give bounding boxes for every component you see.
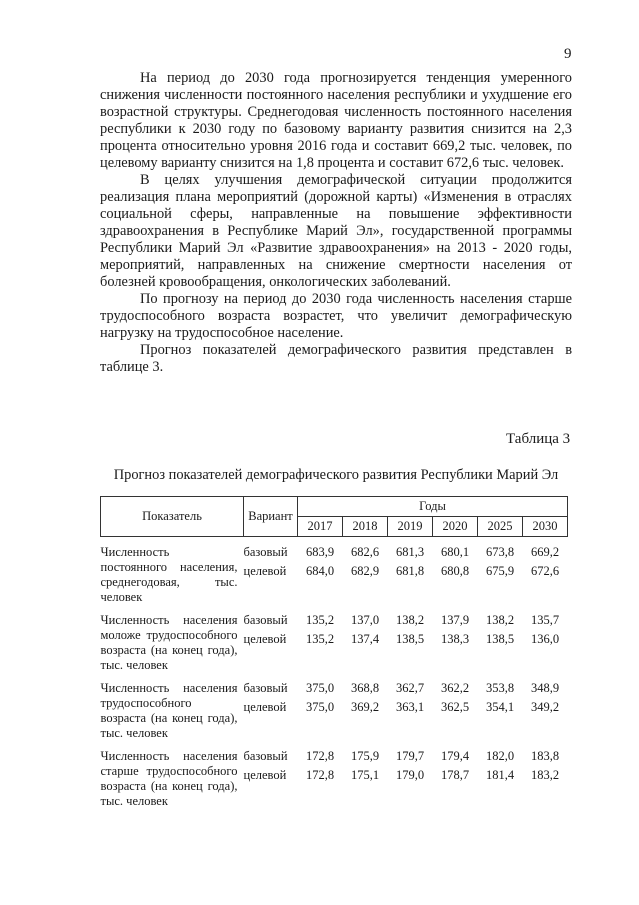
header-variant: Вариант [244,497,298,537]
variant-cell: базовый целевой [243,681,288,714]
table-title: Прогноз показателей демографического развития Республики Марий Эл [113,467,559,483]
value-cell: 375,0 375,0 [305,681,335,714]
value-cell: 172,8 172,8 [305,749,335,782]
header-years: Годы [298,497,568,517]
value-cell: 182,0 181,4 [485,749,515,782]
value-cell: 362,2 362,5 [440,681,470,714]
indicator-cell: Численность населения старше трудоспособного возраста (на конец года), тыс. человек [100,749,238,808]
value-cell: 179,7 179,0 [395,749,425,782]
table-row [101,605,568,673]
indicator-cell: Численность постоянного населения, среднегодовая, тыс. человек [100,545,238,604]
table-row [101,537,568,606]
variant-cell: базовый целевой [243,749,288,782]
header-year: 2025 [478,517,523,537]
value-cell: 138,2 138,5 [485,613,515,646]
indicator-cell: Численность населения моложе трудоспособного возраста (на конец года), тыс. человек [100,613,238,672]
paragraph: Прогноз показателей демографического развития представлен в таблице 3. [100,342,572,375]
table-row [101,741,568,809]
page-number: 9 [564,46,572,62]
header-year: 2017 [298,517,343,537]
header-year: 2030 [523,517,568,537]
value-cell: 368,8 369,2 [350,681,380,714]
body-text [100,70,572,376]
value-cell: 137,9 138,3 [440,613,470,646]
value-cell: 681,3 681,8 [395,545,425,578]
value-cell: 669,2 672,6 [530,545,560,578]
value-cell: 175,9 175,1 [350,749,380,782]
value-cell: 348,9 349,2 [530,681,560,714]
value-cell: 135,7 136,0 [530,613,560,646]
value-cell: 135,2 135,2 [305,613,335,646]
value-cell: 138,2 138,5 [395,613,425,646]
indicator-cell: Численность населения трудоспособного возраста (на конец года), тыс. человек [100,681,238,740]
value-cell: 137,0 137,4 [350,613,380,646]
value-cell: 673,8 675,9 [485,545,515,578]
header-year: 2020 [433,517,478,537]
variant-cell: базовый целевой [243,613,288,646]
value-cell: 179,4 178,7 [440,749,470,782]
value-cell: 683,9 684,0 [305,545,335,578]
header-year: 2018 [343,517,388,537]
header-indicator: Показатель [101,497,244,537]
paragraph: По прогнозу на период до 2030 года численность населения старше трудоспособного возраста возрастет, что увеличит демографическую нагрузку на трудоспособное население. [100,291,572,341]
value-cell: 353,8 354,1 [485,681,515,714]
value-cell: 682,6 682,9 [350,545,380,578]
forecast-table [100,496,568,809]
value-cell: 680,1 680,8 [440,545,470,578]
table-caption: Таблица 3 [506,431,571,447]
variant-cell: базовый целевой [243,545,288,578]
header-year: 2019 [388,517,433,537]
paragraph: На период до 2030 года прогнозируется тенденция умеренного снижения численности постоянного населения республики и ухудшение его возрастной структуры. Среднегодовая численность постоянного населения республики к 2030 году по базовому варианту развития снизится на 2,3 процента относительно уровня 2016 года и составит 669,2 тыс. человек, по целевому варианту снизится на 1,8 процента и составит 672,6 тыс. человек. [100,70,572,171]
paragraph: В целях улучшения демографической ситуации продолжится реализация плана мероприятий (дорожной карты) «Изменения в отраслях социальной сферы, направленные на повышение эффективности здравоохранения в Республике Марий Эл», государственной программы Республики Марий Эл «Развитие здравоохранения» на 2013 - 2020 годы, мероприятий, направленных на снижение смертности населения от болезней кровообращения, онкологических заболеваний. [100,172,572,290]
table-row [101,673,568,741]
value-cell: 183,8 183,2 [530,749,560,782]
value-cell: 362,7 363,1 [395,681,425,714]
